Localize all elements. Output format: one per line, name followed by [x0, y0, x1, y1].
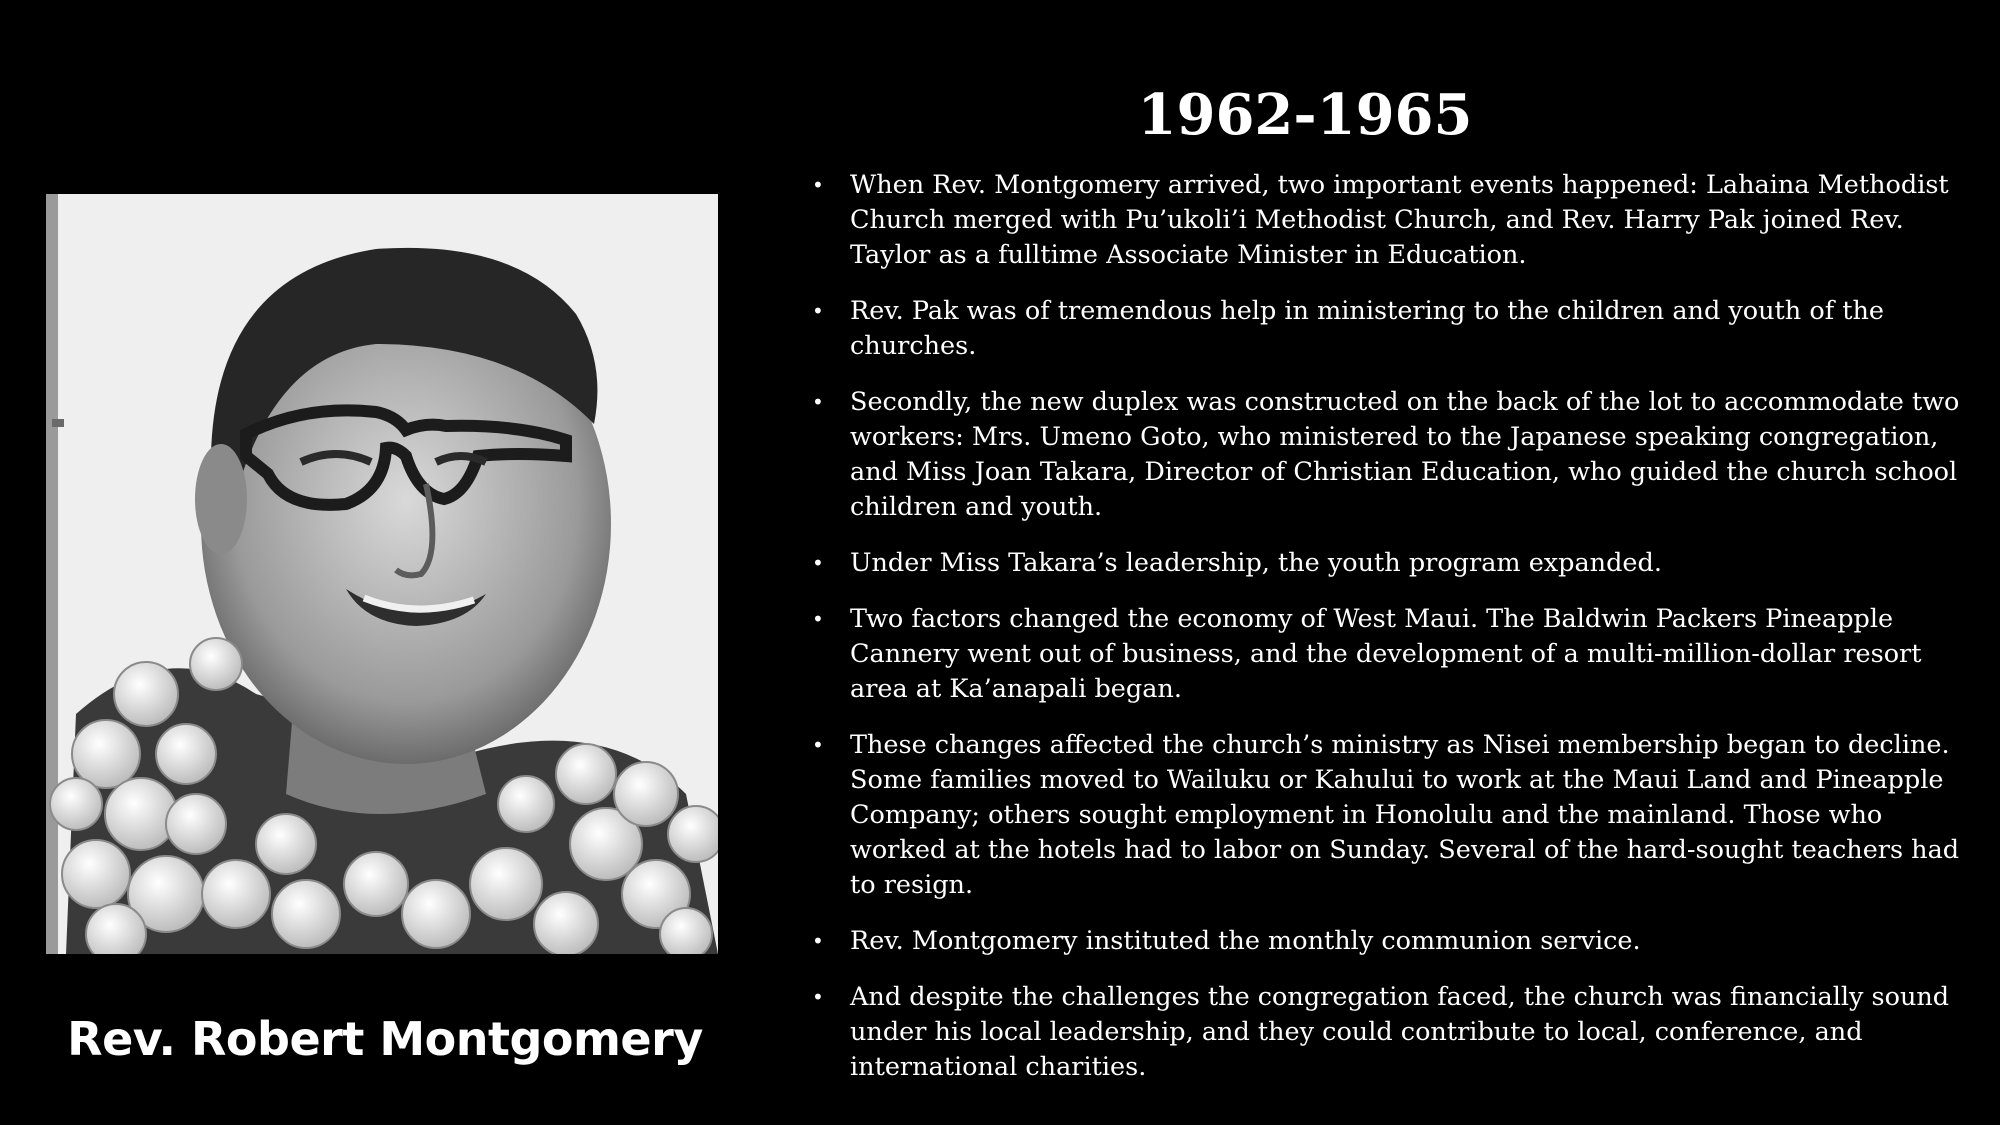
list-item — [812, 728, 1972, 903]
bullet-icon: • — [812, 607, 824, 631]
list-item — [812, 294, 1972, 364]
bullet-icon: • — [812, 173, 824, 197]
bullet-text: And despite the challenges the congregation faced, the church was financially sound under his local leadership, and they could contribute to local, conference, and international charities. — [850, 982, 1950, 1082]
bullet-icon: • — [812, 929, 824, 953]
portrait-photo-icon — [46, 194, 718, 954]
bullet-text: Under Miss Takara’s leadership, the youth program expanded. — [850, 548, 1662, 578]
bullet-text: Rev. Montgomery instituted the monthly communion service. — [850, 926, 1641, 956]
bullet-icon: • — [812, 390, 824, 414]
bullet-icon: • — [812, 551, 824, 575]
bullet-text: Secondly, the new duplex was constructed on the back of the lot to accommodate two workers: Mrs. Umeno Goto, who ministered to the Japanese speaking congregation, and Miss Joan Takara, Director of Christian Education, who guided the church school children and youth. — [850, 387, 1960, 522]
bullet-text: Two factors changed the economy of West Maui. The Baldwin Packers Pineapple Cannery went out of business, and the development of a multi-million-dollar resort area at Ka’anapali began. — [850, 604, 1922, 704]
bullet-icon: • — [812, 733, 824, 757]
bullet-icon: • — [812, 299, 824, 323]
list-item — [812, 546, 1972, 581]
list-item — [812, 168, 1972, 273]
page-title: 1962-1965 — [1137, 82, 1473, 148]
portrait-photo — [46, 194, 718, 954]
list-item — [812, 980, 1972, 1085]
list-item — [812, 602, 1972, 707]
photo-caption: Rev. Robert Montgomery — [67, 1012, 703, 1066]
bullet-icon: • — [812, 985, 824, 1009]
bullet-text: When Rev. Montgomery arrived, two important events happened: Lahaina Methodist Church merged with Pu’ukoli’i Methodist Church, and Rev. Harry Pak joined Rev. Taylor as a fulltime Associate Minister in Education. — [850, 170, 1949, 270]
list-item — [812, 385, 1972, 525]
list-item — [812, 924, 1972, 959]
bullet-list — [812, 168, 1972, 1106]
bullet-text: Rev. Pak was of tremendous help in ministering to the children and youth of the churches. — [850, 296, 1884, 361]
bullet-text: These changes affected the church’s ministry as Nisei membership began to decline. Some families moved to Wailuku or Kahului to work at the Maui Land and Pineapple Company; others sought employment in Honolulu and the mainland. Those who worked at the hotels had to labor on Sunday. Several of the hard-sought teachers had to resign. — [850, 730, 1960, 900]
